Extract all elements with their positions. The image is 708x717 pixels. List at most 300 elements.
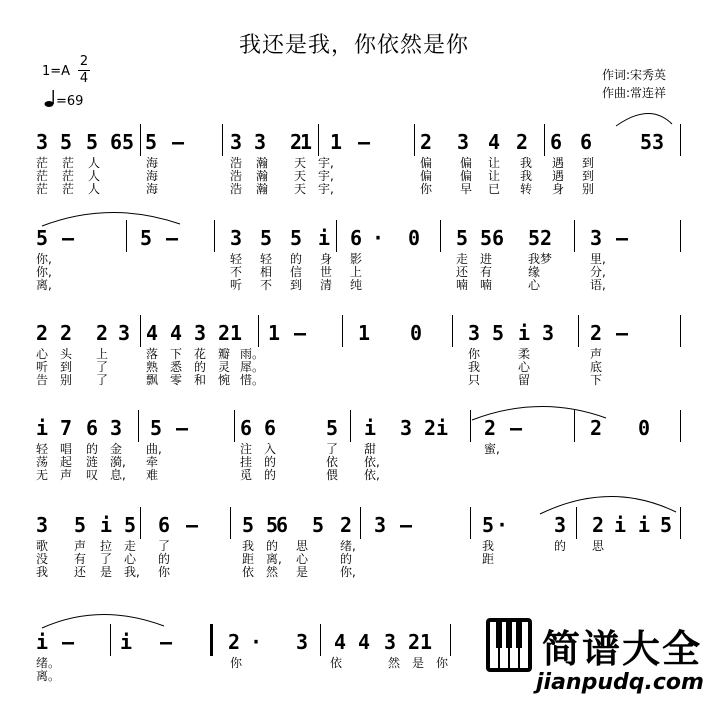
note: –: [400, 513, 413, 537]
lyric-syllable: 漪,: [110, 455, 126, 469]
lyric-syllable: 无: [36, 468, 49, 482]
lyric-syllable: 不: [230, 265, 243, 279]
bar-line: [342, 315, 343, 347]
note: 1: [230, 321, 243, 345]
lyric-syllable: 别: [582, 182, 595, 196]
lyric-syllable: 你: [436, 656, 449, 670]
lyric-syllable: 绪,: [340, 539, 356, 553]
note: 6: [580, 130, 593, 154]
note: 6: [350, 226, 363, 250]
bar-line: [680, 315, 681, 347]
note: 2: [96, 321, 109, 345]
note: 3: [554, 513, 567, 537]
lyric-syllable: 了: [326, 442, 339, 456]
note: 6: [276, 513, 289, 537]
lyric-syllable: 的: [340, 552, 353, 566]
bar-line: [320, 624, 321, 656]
note: 2: [592, 513, 605, 537]
lyric-syllable: 轻: [36, 442, 49, 456]
lyric-syllable: 遇: [552, 156, 565, 170]
lyric-syllable: 到: [582, 169, 595, 183]
lyricist: 作词:宋秀英: [602, 68, 667, 82]
lyric-syllable: 走: [124, 539, 137, 553]
note: 4: [334, 630, 347, 654]
lyric-line: [0, 265, 708, 279]
lyric-syllable: 叹: [86, 468, 99, 482]
lyric-syllable: 注: [240, 442, 253, 456]
note: 7: [60, 416, 73, 440]
score-system: [0, 218, 708, 313]
note: 2: [60, 321, 73, 345]
piano-keys-icon: [486, 618, 532, 672]
lyric-syllable: 落: [146, 347, 159, 361]
lyric-syllable: 进: [480, 252, 493, 266]
lyric-syllable: 天: [294, 182, 307, 196]
note: –: [62, 630, 75, 654]
tempo-marking: [44, 90, 83, 109]
lyric-syllable: 下: [590, 373, 603, 387]
note: 6: [158, 513, 171, 537]
lyric-syllable: 缘: [528, 265, 541, 279]
note: i: [120, 630, 133, 654]
note: 3: [118, 321, 131, 345]
lyric-line: [0, 278, 708, 292]
note: 3: [110, 416, 123, 440]
lyric-syllable: 离,: [36, 278, 52, 292]
lyric-syllable: 了: [96, 360, 109, 374]
lyric-syllable: 你: [468, 347, 481, 361]
lyric-syllable: 相: [260, 265, 273, 279]
lyric-syllable: 柔: [518, 347, 531, 361]
note: 2: [590, 321, 603, 345]
lyric-syllable: 甜: [364, 442, 377, 456]
note: ·: [496, 513, 509, 537]
lyric-syllable: 告: [36, 373, 49, 387]
note: 5: [86, 130, 99, 154]
bar-line: [680, 220, 681, 252]
lyric-syllable: 绪。: [36, 656, 61, 670]
note: 2: [408, 630, 421, 654]
lyric-syllable: 人: [88, 169, 101, 183]
lyric-syllable: 上: [350, 265, 363, 279]
score-system: [0, 505, 708, 600]
lyric-syllable: 的: [86, 442, 99, 456]
lyric-syllable: 入: [264, 442, 277, 456]
note: 3: [36, 513, 49, 537]
lyric-syllable: 轻: [230, 252, 243, 266]
note: 5: [150, 416, 163, 440]
note: 6: [550, 130, 563, 154]
lyric-syllable: 没: [36, 552, 49, 566]
lyric-syllable: 语,: [590, 278, 606, 292]
note: i: [100, 513, 113, 537]
lyric-syllable: 声: [590, 347, 603, 361]
lyric-syllable: 牵: [146, 455, 159, 469]
lyric-syllable: 你,: [36, 252, 52, 266]
lyric-syllable: 偏: [460, 169, 473, 183]
lyric-syllable: 距: [242, 552, 255, 566]
lyric-syllable: 我梦: [528, 252, 553, 266]
note: 0: [410, 321, 423, 345]
lyric-syllable: 我: [242, 539, 255, 553]
lyric-syllable: 曲,: [146, 442, 162, 456]
note: 3: [230, 226, 243, 250]
lyric-syllable: 纯: [350, 278, 363, 292]
lyric-syllable: 距: [482, 552, 495, 566]
lyric-syllable: 宇,: [318, 182, 334, 196]
lyric-syllable: 有: [480, 265, 493, 279]
note: 0: [408, 226, 421, 250]
lyric-line: [0, 169, 708, 183]
lyric-line: [0, 455, 708, 469]
lyric-syllable: 世: [320, 265, 333, 279]
note: 3: [254, 130, 267, 154]
time-signature-bottom: 4: [79, 71, 89, 86]
note: –: [358, 130, 371, 154]
note: –: [166, 226, 179, 250]
lyric-syllable: 金: [110, 442, 123, 456]
lyric-syllable: 偏: [420, 169, 433, 183]
lyric-syllable: 别: [60, 373, 73, 387]
lyric-syllable: 头: [60, 347, 73, 361]
lyric-syllable: 起: [60, 455, 73, 469]
lyric-syllable: 有: [74, 552, 87, 566]
lyric-syllable: 惜。: [240, 373, 265, 387]
lyric-syllable: 遇: [552, 169, 565, 183]
note: 5: [242, 513, 255, 537]
lyric-syllable: 天: [294, 156, 307, 170]
bar-line: [140, 507, 141, 539]
note: 5: [660, 513, 673, 537]
lyric-syllable: 难: [146, 468, 159, 482]
lyric-syllable: 下: [170, 347, 183, 361]
lyric-syllable: 你,: [36, 265, 52, 279]
lyric-syllable: 我,: [124, 565, 140, 579]
lyric-syllable: 和: [194, 373, 207, 387]
note: 5: [124, 513, 137, 537]
lyric-syllable: 让: [488, 169, 501, 183]
lyric-syllable: 然: [388, 656, 401, 670]
bar-line: [452, 315, 453, 347]
lyric-syllable: 身: [552, 182, 565, 196]
note: 2: [340, 513, 353, 537]
lyric-syllable: 然: [266, 565, 279, 579]
note: 2: [36, 321, 49, 345]
lyric-syllable: 是: [296, 565, 309, 579]
lyric-line: [0, 565, 708, 579]
note: 6: [492, 226, 505, 250]
lyric-syllable: 花: [194, 347, 207, 361]
note: 3: [590, 226, 603, 250]
note: 5: [528, 226, 541, 250]
lyric-syllable: 宇,: [318, 169, 334, 183]
bar-line: [574, 220, 575, 252]
time-signature: [78, 54, 90, 87]
note: 5: [122, 130, 135, 154]
lyric-syllable: 依: [242, 565, 255, 579]
note: i: [36, 630, 49, 654]
note: 3: [296, 630, 309, 654]
lyric-syllable: 喃: [480, 278, 493, 292]
watermark-site: jianpudq.com: [536, 670, 704, 695]
lyric-line: [0, 360, 708, 374]
lyric-syllable: 心: [528, 278, 541, 292]
lyric-syllable: 离。: [36, 669, 61, 683]
lyric-line: [0, 156, 708, 170]
bar-line: [578, 315, 579, 347]
bar-line: [544, 124, 545, 156]
lyric-syllable: 悉: [170, 360, 183, 374]
lyric-syllable: 你: [158, 565, 171, 579]
lyric-syllable: 茫: [36, 169, 49, 183]
lyric-syllable: 浩: [230, 169, 243, 183]
lyric-syllable: 清: [320, 278, 333, 292]
lyric-syllable: 灵: [218, 360, 231, 374]
note: 2: [484, 416, 497, 440]
lyric-syllable: 依: [330, 656, 343, 670]
lyric-syllable: 的: [266, 539, 279, 553]
note: 3: [468, 321, 481, 345]
bar-line: [350, 410, 351, 442]
bar-line: [680, 124, 681, 156]
lyric-syllable: 声: [74, 539, 87, 553]
song-title: 我还是我，你依然是你: [238, 33, 469, 58]
lyric-syllable: 里,: [590, 252, 606, 266]
note: 4: [146, 321, 159, 345]
lyric-syllable: 拉: [100, 539, 113, 553]
lyric-line: [0, 539, 708, 553]
lyric-syllable: 浩: [230, 182, 243, 196]
lyric-syllable: 天: [294, 169, 307, 183]
note: –: [172, 130, 185, 154]
bar-line: [470, 507, 471, 539]
lyric-syllable: 唱: [60, 442, 73, 456]
bar-line: [450, 624, 451, 656]
lyric-syllable: 海: [146, 156, 159, 170]
lyric-line: [0, 373, 708, 387]
lyric-syllable: 是: [412, 656, 425, 670]
bar-line: [574, 410, 575, 442]
lyric-syllable: 我: [482, 539, 495, 553]
lyric-syllable: 听: [36, 360, 49, 374]
lyric-syllable: 的: [290, 252, 303, 266]
note: 0: [638, 416, 651, 440]
note: –: [616, 321, 629, 345]
lyric-syllable: 犀。: [240, 360, 265, 374]
note: 5: [640, 130, 653, 154]
lyric-syllable: 挂: [240, 455, 253, 469]
lyric-syllable: 依,: [364, 455, 380, 469]
lyric-syllable: 走: [456, 252, 469, 266]
lyric-syllable: 不: [260, 278, 273, 292]
note: i: [518, 321, 531, 345]
lyric-syllable: 我: [520, 169, 533, 183]
note: 5: [60, 130, 73, 154]
lyric-syllable: 喃: [456, 278, 469, 292]
note: 1: [300, 130, 313, 154]
bar-line: [318, 124, 319, 156]
bar-line: [234, 410, 235, 442]
lyric-syllable: 思: [592, 539, 605, 553]
lyric-syllable: 信: [290, 265, 303, 279]
lyric-syllable: 的: [264, 455, 277, 469]
note: 2: [540, 226, 553, 250]
lyric-syllable: 我: [520, 156, 533, 170]
note: 3: [36, 130, 49, 154]
lyric-syllable: 的: [264, 468, 277, 482]
lyric-syllable: 海: [146, 169, 159, 183]
bar-line: [222, 124, 223, 156]
lyric-syllable: 息,: [110, 468, 126, 482]
time-signature-top: 2: [79, 54, 89, 69]
lyric-syllable: 是: [100, 565, 113, 579]
lyric-syllable: 浩: [230, 156, 243, 170]
note: –: [616, 226, 629, 250]
lyric-syllable: 荡: [36, 455, 49, 469]
note: 3: [542, 321, 555, 345]
lyric-syllable: 到: [290, 278, 303, 292]
lyric-syllable: 转: [520, 182, 533, 196]
note: 3: [652, 130, 665, 154]
score-system: [0, 313, 708, 408]
lyric-syllable: 人: [88, 156, 101, 170]
lyric-syllable: 心: [296, 552, 309, 566]
bar-line: [140, 315, 141, 347]
lyric-syllable: 只: [468, 373, 481, 387]
note: i: [364, 416, 377, 440]
note: 2: [420, 130, 433, 154]
note: 4: [488, 130, 501, 154]
bar-line: [110, 624, 111, 656]
lyric-line: [0, 442, 708, 456]
note: 4: [358, 630, 371, 654]
note: –: [176, 416, 189, 440]
note: 1: [420, 630, 433, 654]
note: 1: [330, 130, 343, 154]
lyric-syllable: 偏: [420, 156, 433, 170]
lyric-syllable: 歌: [36, 539, 49, 553]
note: 4: [170, 321, 183, 345]
note: 5: [260, 226, 273, 250]
lyric-syllable: 涟: [86, 455, 99, 469]
lyric-syllable: 上: [96, 347, 109, 361]
lyric-syllable: 零: [170, 373, 183, 387]
bar-line: [680, 410, 681, 442]
lyric-syllable: 影: [350, 252, 363, 266]
bar-line: [336, 220, 337, 252]
watermark-brand: 简谱大全: [542, 627, 703, 671]
lyric-syllable: 还: [74, 565, 87, 579]
note: 6: [240, 416, 253, 440]
lyric-syllable: 觅: [240, 468, 253, 482]
note: 2: [516, 130, 529, 154]
bar-line: [470, 410, 471, 442]
note: i: [436, 416, 449, 440]
lyric-syllable: 轻: [260, 252, 273, 266]
lyric-syllable: 思: [296, 539, 309, 553]
note: 1: [358, 321, 371, 345]
lyric-syllable: 让: [488, 156, 501, 170]
lyric-syllable: 依: [326, 455, 339, 469]
bar-line: [440, 220, 441, 252]
lyric-syllable: 心: [518, 360, 531, 374]
lyric-syllable: 飘: [146, 373, 159, 387]
key-signature: 1=A: [42, 64, 71, 79]
bar-line: [214, 220, 215, 252]
bar-line: [576, 507, 577, 539]
lyric-syllable: 你,: [340, 565, 356, 579]
note: 5: [140, 226, 153, 250]
lyric-syllable: 瓣: [218, 347, 231, 361]
lyric-syllable: 离,: [266, 552, 282, 566]
note: 6: [86, 416, 99, 440]
note: –: [62, 226, 75, 250]
watermark-logo: [478, 612, 708, 701]
note: 5: [326, 416, 339, 440]
note: 2: [290, 130, 303, 154]
lyric-syllable: 你: [420, 182, 433, 196]
note: 2: [590, 416, 603, 440]
note: 1: [268, 321, 281, 345]
note: 3: [194, 321, 207, 345]
lyric-syllable: 茫: [62, 182, 75, 196]
note: 5: [36, 226, 49, 250]
score-system: [0, 408, 708, 503]
note: 5: [456, 226, 469, 250]
bar-line: [414, 124, 415, 156]
note: 3: [230, 130, 243, 154]
note: 3: [374, 513, 387, 537]
lyric-syllable: 瀚: [256, 156, 269, 170]
lyric-line: [0, 468, 708, 482]
bar-line: [138, 410, 139, 442]
note: 3: [457, 130, 470, 154]
note: –: [510, 416, 523, 440]
note: –: [160, 630, 173, 654]
lyric-syllable: 我: [36, 565, 49, 579]
lyric-syllable: 茫: [36, 156, 49, 170]
note: 5: [482, 513, 495, 537]
note: 5: [74, 513, 87, 537]
note: 3: [384, 630, 397, 654]
credits: [602, 66, 666, 102]
note: –: [186, 513, 199, 537]
note: 5: [312, 513, 325, 537]
note: i: [318, 226, 331, 250]
lyric-syllable: 茫: [62, 169, 75, 183]
bar-line: [230, 507, 231, 539]
lyric-syllable: 惋: [218, 373, 231, 387]
lyric-syllable: 到: [582, 156, 595, 170]
note: ·: [250, 630, 263, 654]
lyric-syllable: 的: [194, 360, 207, 374]
bar-line: [210, 624, 213, 656]
lyric-syllable: 偏: [460, 156, 473, 170]
bar-line: [258, 315, 259, 347]
lyric-syllable: 底: [590, 360, 603, 374]
note: 2: [218, 321, 231, 345]
bar-line: [140, 124, 141, 156]
lyric-line: [0, 347, 708, 361]
note: 5: [145, 130, 158, 154]
lyric-syllable: 留: [518, 373, 531, 387]
lyric-syllable: 了: [96, 373, 109, 387]
lyric-syllable: 瀚: [256, 182, 269, 196]
lyric-line: [0, 552, 708, 566]
lyric-syllable: 声: [60, 468, 73, 482]
composer: 作曲:常连祥: [602, 86, 667, 100]
note: 5: [266, 513, 279, 537]
